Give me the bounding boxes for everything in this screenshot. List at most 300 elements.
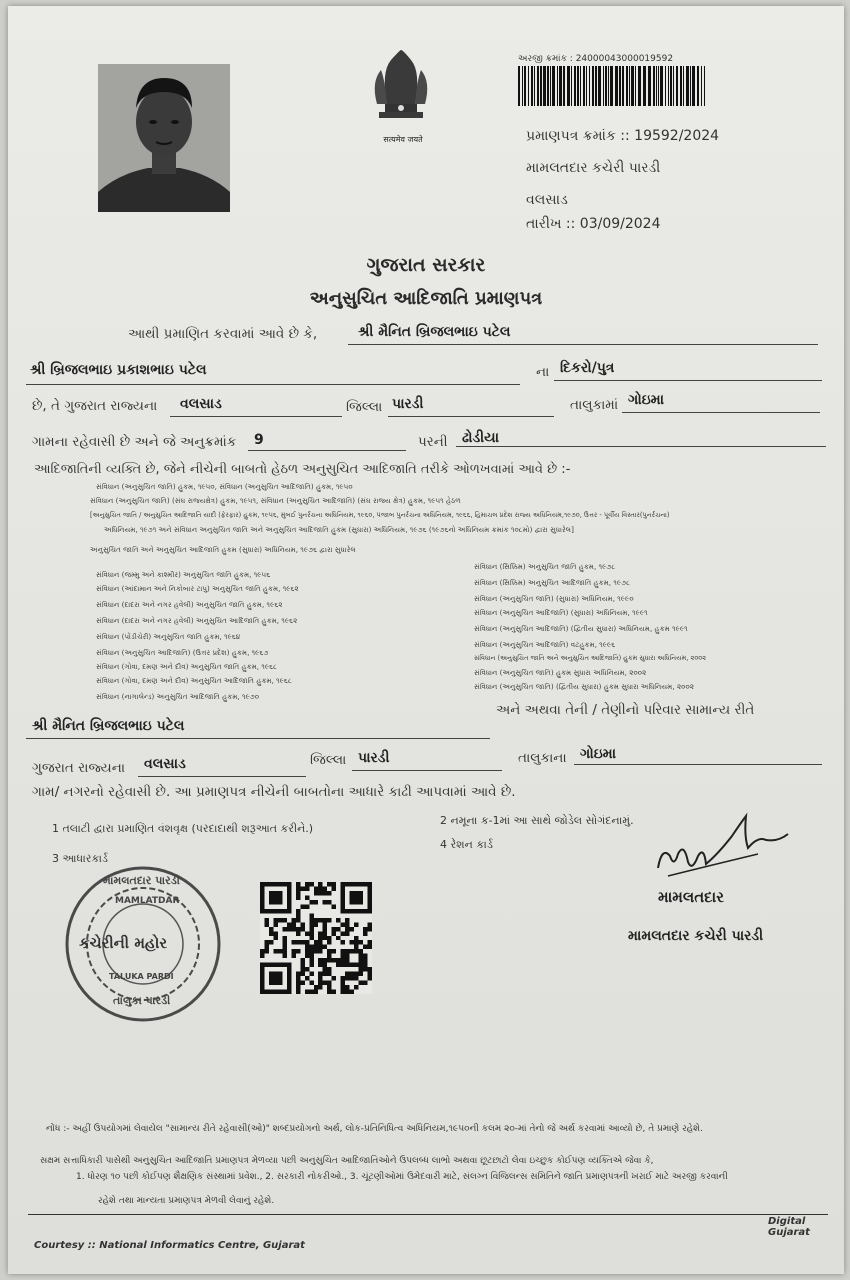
barcode-bar [631,66,634,106]
village-line [622,412,820,413]
qr-module [318,958,322,962]
qr-module [359,958,363,962]
law-line: અનુસુચિત જાતિ અને અનુસુચિત આદિજાતિ હુકમ (સુધારા) અધિનિયમ, ૧૯૭૬ દ્વારા સુધારેલ [90,545,356,554]
village-value: ગોઇમા [628,392,665,408]
tribe-line [456,446,826,447]
qr-module [296,927,300,931]
qr-module [296,949,300,953]
qr-module [296,981,300,985]
qr-module [296,976,300,980]
barcode-bar [692,66,695,106]
qr-module [291,940,295,944]
qr-module [282,936,286,940]
qr-module [327,882,331,886]
qr-module [264,918,268,922]
law-left: સંવિધાન (ગોવા, દમણ અને દીવ) અનુસુચિત આદિજાતિ હુકમ, ૧૯૬૮ [96,676,292,685]
qr-module [305,990,309,994]
barcode-bar [665,66,666,106]
seal-outer-text: મામલતદાર પારડી [103,874,180,887]
seal-english-bottom: TALUKA PARDI [109,972,174,981]
barcode-bar [518,66,520,106]
barcode-bar [697,66,699,106]
qr-module [278,891,282,895]
qr-module [309,945,313,949]
seal-english-top: MAMLATDAR [115,896,180,906]
law-left: સંવિધાન (પોંડીચેરી) અનુસુચિત જાતિ હુકમ, ૧૯૬૪ [96,632,241,641]
state-label: છે, તે ગુજરાત રાજ્યના [32,398,158,414]
qr-module [327,967,331,971]
qr-module [359,981,363,985]
qr-module [314,918,318,922]
resident-label: ગામના રહેવાસી છે અને જે અનુક્રમાંક [32,434,237,450]
qr-module [318,891,322,895]
qr-module [273,976,277,980]
law-left: સંવિધાન (આંદામાન અને નિકોબાર ટાપુ) અનુસુચિત જાતિ હુકમ, ૧૯૬૨ [96,584,299,593]
qr-module [332,976,336,980]
qr-module [354,972,358,976]
barcode-bar [592,66,594,106]
qr-module [336,918,340,922]
barcode-bar [658,66,659,106]
qr-module [354,895,358,899]
qr-module [332,882,336,886]
law-left: સંવિધાન (દાદરા અને નગર હવેલી) અનુસુચિત જાતિ હુકમ, ૧૯૬૨ [96,600,283,609]
qr-module [359,972,363,976]
law-right: સંવિધાન (અનુસુચિત જાતિ અને અનુસુચિત આદિજાતિ) હુકમ સુધારા અધિનિયમ, ૨૦૦૨ [474,654,707,662]
barcode-bar [648,66,651,106]
qr-module [309,913,313,917]
digital-gujarat-label: Digital Gujarat [768,1216,810,1238]
qr-module [260,967,264,971]
barcode-bar [598,66,601,106]
qr-module [327,949,331,953]
qr-module [273,972,277,976]
qr-module [341,922,345,926]
certificate-number: પ્રમાણપત્ર ક્રમાંક :: 19592/2024 [526,128,720,144]
taluka-value-2: પારડી [358,750,390,766]
qr-module [323,886,327,890]
qr-module [273,981,277,985]
qr-module [278,981,282,985]
barcode-bar [528,66,529,106]
qr-module [345,990,349,994]
qr-module [368,904,372,908]
law-left: સંવિધાન (દાદરા અને નગર હવેલી) અનુસુચિત આદિજાતિ હુકમ, ૧૯૬૨ [96,616,298,625]
qr-module [305,886,309,890]
qr-module [260,954,264,958]
qr-module [287,882,291,886]
qr-module [332,927,336,931]
qr-module [269,931,273,935]
qr-module [278,949,282,953]
qr-module [287,895,291,899]
qr-module [305,895,309,899]
qr-module [282,940,286,944]
qr-module [305,945,309,949]
qr-module [350,949,354,953]
qr-module [318,985,322,989]
qr-module [291,922,295,926]
qr-module [282,882,286,886]
family-text: અને અથવા તેની / તેણીનો પરિવાર સામાન્ય રીતે [496,702,755,718]
qr-module [363,981,367,985]
qr-module [327,954,331,958]
qr-module [341,904,345,908]
barcode-bar [540,66,542,106]
qr-module [318,886,322,890]
qr-module [278,909,282,913]
qr-module [350,900,354,904]
qr-module [314,949,318,953]
qr-module [327,900,331,904]
qr-module [341,976,345,980]
qr-module [309,981,313,985]
qr-module [305,940,309,944]
district-value: વલસાડ [180,396,222,412]
note-3: 1. ધોરણ ૧૦ પછી કોઈપણ શૈક્ષણિક સંસ્થામાં પ્રવેશ., 2. સરકારી નોકરીઓ., 3. ચૂંટણીઓમાં ઉમેદવારી માટે, સંલગ્ન વિજિલન્સ સમિતિને જાતિ પ્રમાણપત્રની ખરાઈ માટે અરજી કરવાની [76,1172,728,1182]
qr-module [260,949,264,953]
qr-module [282,954,286,958]
father-name: શ્રી બ્રિજલભાઇ પ્રકાશભાઇ પટેલ [30,362,207,378]
barcode-bar [660,66,663,106]
qr-module [354,891,358,895]
qr-module [278,972,282,976]
qr-module [318,976,322,980]
qr-module [368,922,372,926]
qr-module [327,940,331,944]
qr-module [359,967,363,971]
qr-module [296,940,300,944]
district-line [170,416,342,417]
qr-module [273,891,277,895]
law-right: સંવિધાન (અનુસુચિત જાતિ) (સુધારા) અધિનિયમ, ૧૯૯૦ [474,594,634,603]
qr-module [354,985,358,989]
barcode-bar [589,66,590,106]
qr-module [287,967,291,971]
government-title: ગુજરાત સરકાર [366,254,486,276]
qr-module [345,918,349,922]
document-item: 4 રેશન કાર્ડ [440,838,493,851]
qr-module [273,882,277,886]
qr-module [327,972,331,976]
national-emblem-icon [363,42,438,142]
barcode-bar [552,66,555,106]
taluka-label-2: તાલુકાના [518,750,567,766]
qr-module [282,945,286,949]
qr-module [309,927,313,931]
qr-module [345,927,349,931]
qr-module [359,895,363,899]
qr-module [341,949,345,953]
qr-module [309,922,313,926]
qr-module [341,990,345,994]
qr-module [287,985,291,989]
qr-module [287,976,291,980]
qr-code [260,882,372,994]
barcode-bar [653,66,655,106]
tribe-label: પરની [418,434,448,450]
qr-module [318,981,322,985]
qr-module [300,940,304,944]
taluka-line [388,416,554,417]
qr-module [345,963,349,967]
qr-module [368,972,372,976]
barcode-bar [608,66,609,106]
qr-module [341,895,345,899]
qr-module [291,927,295,931]
qr-module [332,904,336,908]
barcode-bar [670,66,672,106]
qr-module [260,895,264,899]
qr-module [327,985,331,989]
note-4: રહેશે તથા માન્યતા પ્રમાણપત્ર મેળવી લેવાનું રહેશે. [98,1196,275,1206]
qr-module [345,976,349,980]
qr-module [368,891,372,895]
qr-module [273,963,277,967]
qr-module [264,949,268,953]
qr-module [300,922,304,926]
qr-module [287,891,291,895]
barcode-bar [537,66,539,106]
qr-module [341,931,345,935]
qr-module [314,940,318,944]
signatory-office: મામલતદાર કચેરી પારડી [628,928,764,944]
qr-module [278,900,282,904]
barcode-bar [690,66,691,106]
qr-module [260,891,264,895]
law-left: સંવિધાન (ગોવા, દમણ અને દીવ) અનુસુચિત જાતિ હુકમ, ૧૯૬૮ [96,662,278,671]
qr-module [350,972,354,976]
qr-module [318,972,322,976]
certificate-page [8,6,844,1274]
qr-module [368,882,372,886]
qr-module [278,918,282,922]
qr-module [309,972,313,976]
qr-module [318,936,322,940]
barcode-bar [531,66,533,106]
qr-module [296,909,300,913]
qr-module [318,918,322,922]
qr-module [305,967,309,971]
qr-module [363,958,367,962]
qr-module [296,918,300,922]
header-district: વલસાડ [526,192,568,208]
qr-module [260,976,264,980]
qr-module [264,909,268,913]
qr-module [287,927,291,931]
qr-module [345,958,349,962]
name-line-2 [26,738,490,739]
qr-module [282,909,286,913]
qr-module [368,945,372,949]
state-label-2: ગુજરાત રાજ્યના [32,760,126,776]
qr-module [323,963,327,967]
qr-module [350,963,354,967]
barcode-bar [615,66,618,106]
district-value-2: વલસાડ [144,756,186,772]
qr-module [282,990,286,994]
qr-module [368,940,372,944]
qr-module [260,981,264,985]
law-line: [અનુસુચિત જાતિ / અનુસુચિત આદિજાતિ યાદી (ફેરફાર) હુકમ, ૧૯૫૬, મુંબઈ પુનર્રચના અધિનિયમ, ૧૯૬૦, પંજાબ પુનર્રચના અધિનિયમ, ૧૯૬૬, હિમાચલ પ્રદેશ રાજ્ય અધિનિયમ,૧૯૭૦, ઉત્તર - પૂર્વીય વિસ્તાર(પુનર્રચના) [90,511,670,519]
qr-module [368,967,372,971]
qr-module [354,922,358,926]
qr-module [287,886,291,890]
qr-module [354,936,358,940]
qr-module [314,985,318,989]
qr-module [287,981,291,985]
declaration-text: આદિજાતિની વ્યક્તિ છે, જેને નીચેની બાબતો હેઠળ અનુસુચિત આદિજાતિ તરીકે ઓળખવામાં આવે છે :- [34,462,571,477]
qr-module [296,913,300,917]
qr-module [368,927,372,931]
qr-module [345,985,349,989]
qr-module [309,990,313,994]
qr-module [318,931,322,935]
qr-module [287,990,291,994]
qr-module [273,895,277,899]
office-seal [63,864,223,1024]
qr-module [287,972,291,976]
qr-module [309,931,313,935]
qr-module [260,963,264,967]
barcode-bar [547,66,549,106]
qr-module [309,954,313,958]
qr-module [260,972,264,976]
qr-module [314,990,318,994]
qr-module [345,909,349,913]
qr-module [327,990,331,994]
qr-module [363,927,367,931]
signatory-title: મામલતદાર [658,888,724,906]
qr-module [323,958,327,962]
courtesy-text: Courtesy :: National Informatics Centre, Gujarat [34,1240,305,1251]
qr-module [309,949,313,953]
qr-module [260,985,264,989]
qr-module [264,940,268,944]
barcode-bar [673,66,674,106]
qr-module [260,904,264,908]
village-value-2: ગોઇમા [580,746,617,762]
qr-module [368,900,372,904]
qr-module [278,976,282,980]
qr-module [264,963,268,967]
barcode-bar [701,66,702,106]
qr-module [296,990,300,994]
qr-module [323,972,327,976]
law-line: સંવિધાન (અનુસુચિત જાતિ) (સંઘ રાજ્યક્ષેત્ર) હુકમ, ૧૯૫૧, સંવિધાન (અનુસુચિત આદિજાતિ) (સંઘ રાજ્ય ક્ષેત્ર) હુકમ, ૧૯૫૧ હેઠળ [90,496,461,505]
qr-module [354,976,358,980]
law-right: સંવિધાન (અનુસુચિત આદિજાતિ) (સુધારા) અધિનિયમ, ૧૯૯૧ [474,608,648,617]
barcode-bar [550,66,551,106]
qr-module [359,882,363,886]
qr-module [318,945,322,949]
qr-module [305,904,309,908]
qr-module [260,909,264,913]
qr-module [341,940,345,944]
qr-module [363,909,367,913]
qr-module [345,972,349,976]
qr-module [300,886,304,890]
qr-module [345,931,349,935]
qr-module [291,954,295,958]
footer-divider [28,1214,828,1215]
application-number: અરજી ક્રમાંક : 24000043000019592 [518,54,674,64]
qr-module [323,931,327,935]
qr-module [341,963,345,967]
qr-module [260,900,264,904]
issuing-office: મામલતદાર કચેરી પારડી [526,160,661,176]
taluka-label: તાલુકામાં [570,397,619,413]
qr-module [341,909,345,913]
qr-module [363,882,367,886]
qr-module [341,891,345,895]
relation: દિકરો/પુત્ર [560,360,615,376]
qr-module [269,895,273,899]
qr-module [363,945,367,949]
barcode-bar [656,66,657,106]
qr-module [368,895,372,899]
qr-module [327,958,331,962]
barcode-bar [619,66,621,106]
qr-module [309,918,313,922]
barcode-bar [557,66,558,106]
law-line: અધિનિયમ, ૧૯૭૧ અને સંવિધાન અનુસુચિત જાતિ અને અનુસુચિત આદિજાતિ હુકમ (સુધારા) અધિનિયમ, ૧૯૭૬ (૧૯૭૬નો અધિનિયમ ક્રમાંક ૧૦૮મો) દ્વારા સુધારેલ] [104,525,574,534]
document-item: 1 તલાટી દ્વારા પ્રમાણિત વંશવૃક્ષ (પરદાદાથી શરૂઆત કરીને.) [52,822,314,835]
qr-module [260,886,264,890]
qr-module [327,981,331,985]
qr-module [269,972,273,976]
qr-module [305,954,309,958]
qr-module [273,900,277,904]
barcode-bar [626,66,628,106]
qr-module [323,927,327,931]
barcode-bar [595,66,597,106]
serial-line [248,450,406,451]
taluka-value: પારડી [392,396,424,412]
barcode-bar [683,66,684,106]
qr-module [309,900,313,904]
barcode-bar [586,66,587,106]
qr-module [300,972,304,976]
qr-module [269,963,273,967]
qr-module [273,918,277,922]
basis-text: ગામ/ નગરનો રહેવાસી છે. આ પ્રમાણપત્ર નીચેની બાબતોના આધારે કાઢી આપવામાં આવે છે. [32,784,516,800]
qr-module [318,963,322,967]
barcode-bar [629,66,630,106]
qr-module [300,981,304,985]
qr-module [314,900,318,904]
barcode-bar [668,66,669,106]
qr-module [300,958,304,962]
barcode-bar [522,66,523,106]
qr-module [269,976,273,980]
qr-module [323,936,327,940]
qr-module [359,900,363,904]
law-left: સંવિધાન (અનુસુચિત આદિજાતિ) (ઉત્તર પ્રદેશ) હુકમ, ૧૯૬૭ [96,648,269,657]
qr-module [323,945,327,949]
barcode-bar [638,66,641,106]
qr-module [354,940,358,944]
qr-module [363,967,367,971]
law-right: સંવિધાન (સિક્કિમ) અનુસુચિત આદિજાતિ હુકમ, ૧૯૭૮ [474,578,631,587]
qr-module [341,886,345,890]
qr-module [363,931,367,935]
document-item: 3 આધારકાર્ડ [52,852,108,865]
barcode-bar [563,66,565,106]
qr-module [300,904,304,908]
barcode-bar [676,66,678,106]
relation-line [554,380,822,381]
